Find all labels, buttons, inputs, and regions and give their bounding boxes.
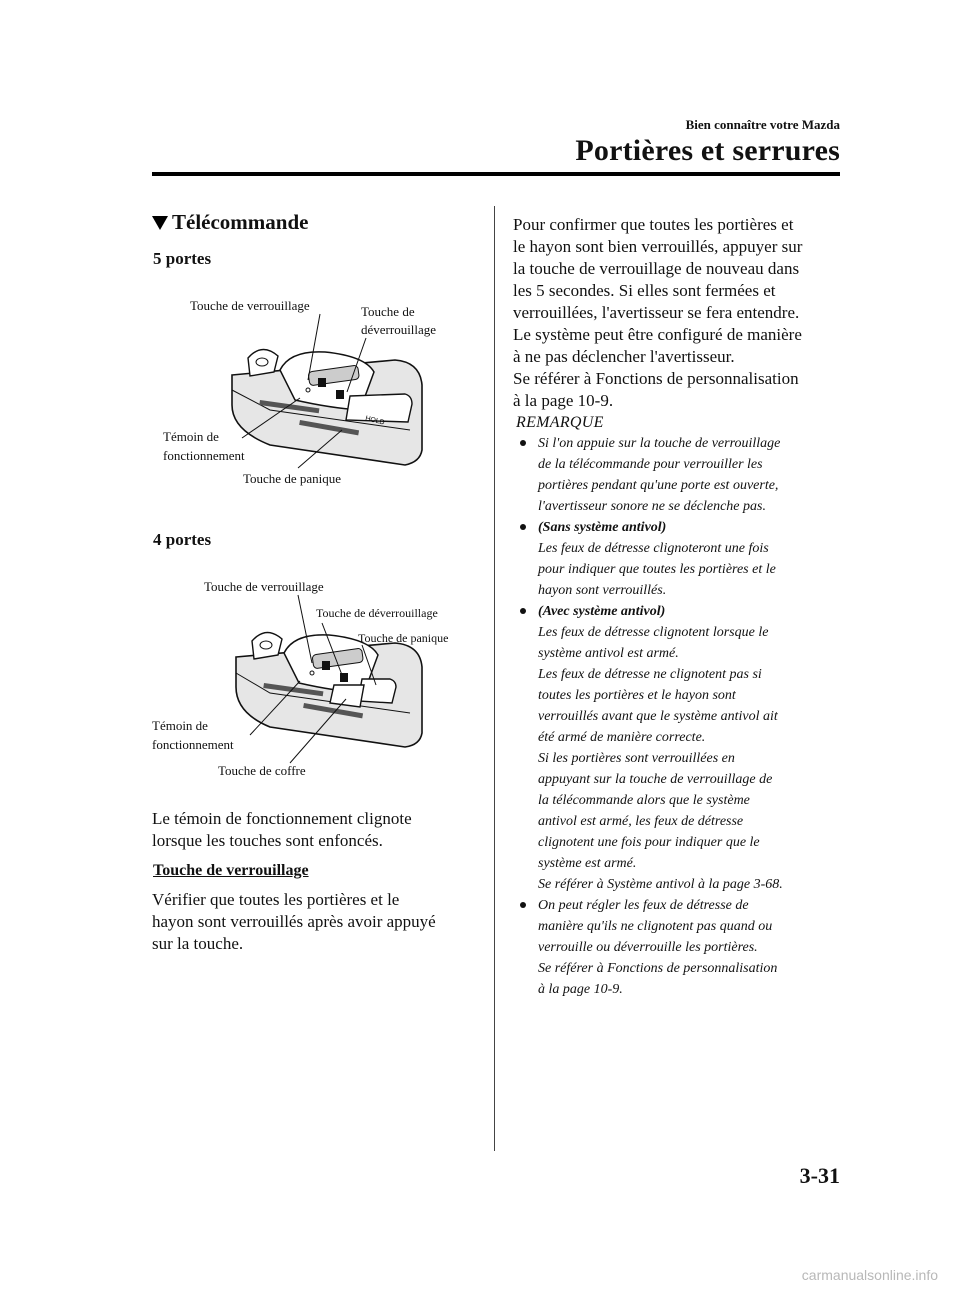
para-line: verrouillées, l'avertisseur se fera entendre. bbox=[513, 303, 800, 322]
lock-text-3: sur la touche. bbox=[152, 934, 244, 953]
triangle-marker-icon bbox=[152, 216, 168, 230]
footer-watermark[interactable]: carmanualsonline.info bbox=[801, 1267, 938, 1283]
note-line: clignotent une fois pour indiquer que le bbox=[538, 835, 760, 850]
label-unlock-button-4: Touche de déverrouillage bbox=[316, 606, 438, 620]
note-line: système est armé. bbox=[538, 856, 637, 871]
label-panic-button-4: Touche de panique bbox=[358, 631, 449, 645]
note-line: verrouillés avant que le système antivol ait bbox=[538, 709, 778, 724]
lock-text-2: hayon sont verrouillés après avoir appuyé bbox=[152, 912, 436, 931]
note-item bbox=[516, 517, 846, 601]
note-line: manière qu'ils ne clignotent pas quand ou bbox=[538, 919, 773, 934]
section-title: Portières et serrures bbox=[575, 134, 840, 167]
note-line: pour indiquer que toutes les portières et le bbox=[538, 562, 776, 577]
column-separator bbox=[494, 206, 495, 1151]
note-line: Si les portières sont verrouillées en bbox=[538, 751, 735, 766]
note-line: Si l'on appuie sur la touche de verrouillage bbox=[538, 436, 781, 451]
note-item bbox=[516, 433, 846, 517]
note-line: Les feux de détresse clignoteront une fois bbox=[538, 541, 769, 556]
note-line: appuyant sur la touche de verrouillage de bbox=[538, 772, 773, 787]
bullet-icon bbox=[520, 440, 526, 446]
para-line: la touche de verrouillage de nouveau dans bbox=[513, 259, 800, 278]
indicator-text-2: lorsque les touches sont enfoncés. bbox=[152, 831, 383, 850]
note-line: Se référer à Système antivol à la page 3-68. bbox=[538, 877, 783, 892]
remarque-heading: REMARQUE bbox=[516, 414, 604, 431]
note-line: Les feux de détresse ne clignotent pas si bbox=[538, 667, 762, 682]
para-line: Se référer à Fonctions de personnalisation bbox=[513, 369, 799, 388]
label-indicator-5b: fonctionnement bbox=[163, 448, 245, 463]
label-lock-button-5: Touche de verrouillage bbox=[190, 298, 310, 313]
para-line: à la page 10-9. bbox=[513, 391, 614, 410]
label-trunk-button-4: Touche de coffre bbox=[218, 763, 306, 778]
note-line: portières pendant qu'une porte est ouverte, bbox=[538, 478, 779, 493]
note-line: hayon sont verrouillés. bbox=[538, 583, 667, 598]
note-line: On peut régler les feux de détresse de bbox=[538, 898, 749, 913]
page-number: 3-31 bbox=[799, 1163, 840, 1188]
note-item bbox=[516, 601, 846, 895]
note-line: antivol est armé, les feux de détresse bbox=[538, 814, 744, 829]
note-title: (Avec système antivol) bbox=[538, 604, 666, 619]
remote-title bbox=[152, 210, 308, 235]
para-line: à ne pas déclencher l'avertisseur. bbox=[513, 347, 735, 366]
bullet-icon bbox=[520, 902, 526, 908]
chapter-title: Bien connaître votre Mazda bbox=[685, 117, 840, 132]
note-line: verrouille ou déverrouille les portières. bbox=[538, 940, 758, 955]
notes-list bbox=[516, 433, 846, 1000]
bullet-icon bbox=[520, 608, 526, 614]
note-line: Se référer à Fonctions de personnalisation bbox=[538, 961, 778, 976]
label-indicator-4a: Témoin de bbox=[152, 718, 208, 733]
note-title: (Sans système antivol) bbox=[538, 520, 667, 535]
label-panic-button-5: Touche de panique bbox=[243, 471, 341, 486]
remote-title-text: Télécommande bbox=[172, 210, 309, 234]
lock-text-1: Vérifier que toutes les portières et le bbox=[152, 890, 400, 909]
note-line: la télécommande alors que le système bbox=[538, 793, 750, 808]
four-door-heading: 4 portes bbox=[153, 530, 212, 549]
bullet-icon bbox=[520, 524, 526, 530]
label-indicator-4b: fonctionnement bbox=[152, 737, 234, 752]
para-line: Le système peut être configuré de manière bbox=[513, 325, 802, 344]
para-line: le hayon sont bien verrouillés, appuyer sur bbox=[513, 237, 803, 256]
label-lock-button-4: Touche de verrouillage bbox=[204, 579, 324, 594]
note-item bbox=[516, 895, 846, 1000]
note-line: Les feux de détresse clignotent lorsque le bbox=[538, 625, 769, 640]
note-line: l'avertisseur sonore ne se déclenche pas. bbox=[538, 499, 766, 514]
note-line: de la télécommande pour verrouiller les bbox=[538, 457, 763, 472]
label-indicator-5a: Témoin de bbox=[163, 429, 219, 444]
lock-button-title: Touche de verrouillage bbox=[153, 862, 309, 879]
five-door-heading: 5 portes bbox=[153, 249, 212, 268]
note-line: toutes les portières et le hayon sont bbox=[538, 688, 736, 703]
confirm-lock-paragraph bbox=[513, 214, 843, 412]
note-line: à la page 10-9. bbox=[538, 982, 623, 997]
hold-label: HOLD bbox=[364, 415, 386, 427]
label-unlock-button-5a: Touche de bbox=[361, 304, 415, 319]
para-line: les 5 secondes. Si elles sont fermées et bbox=[513, 281, 776, 300]
para-line: Pour confirmer que toutes les portières et bbox=[513, 215, 794, 234]
label-unlock-button-5b: déverrouillage bbox=[361, 322, 437, 337]
note-line: été armé de manière correcte. bbox=[538, 730, 706, 745]
indicator-text-1: Le témoin de fonctionnement clignote bbox=[152, 809, 412, 828]
note-line: système antivol est armé. bbox=[538, 646, 679, 661]
header-rule bbox=[152, 172, 840, 176]
